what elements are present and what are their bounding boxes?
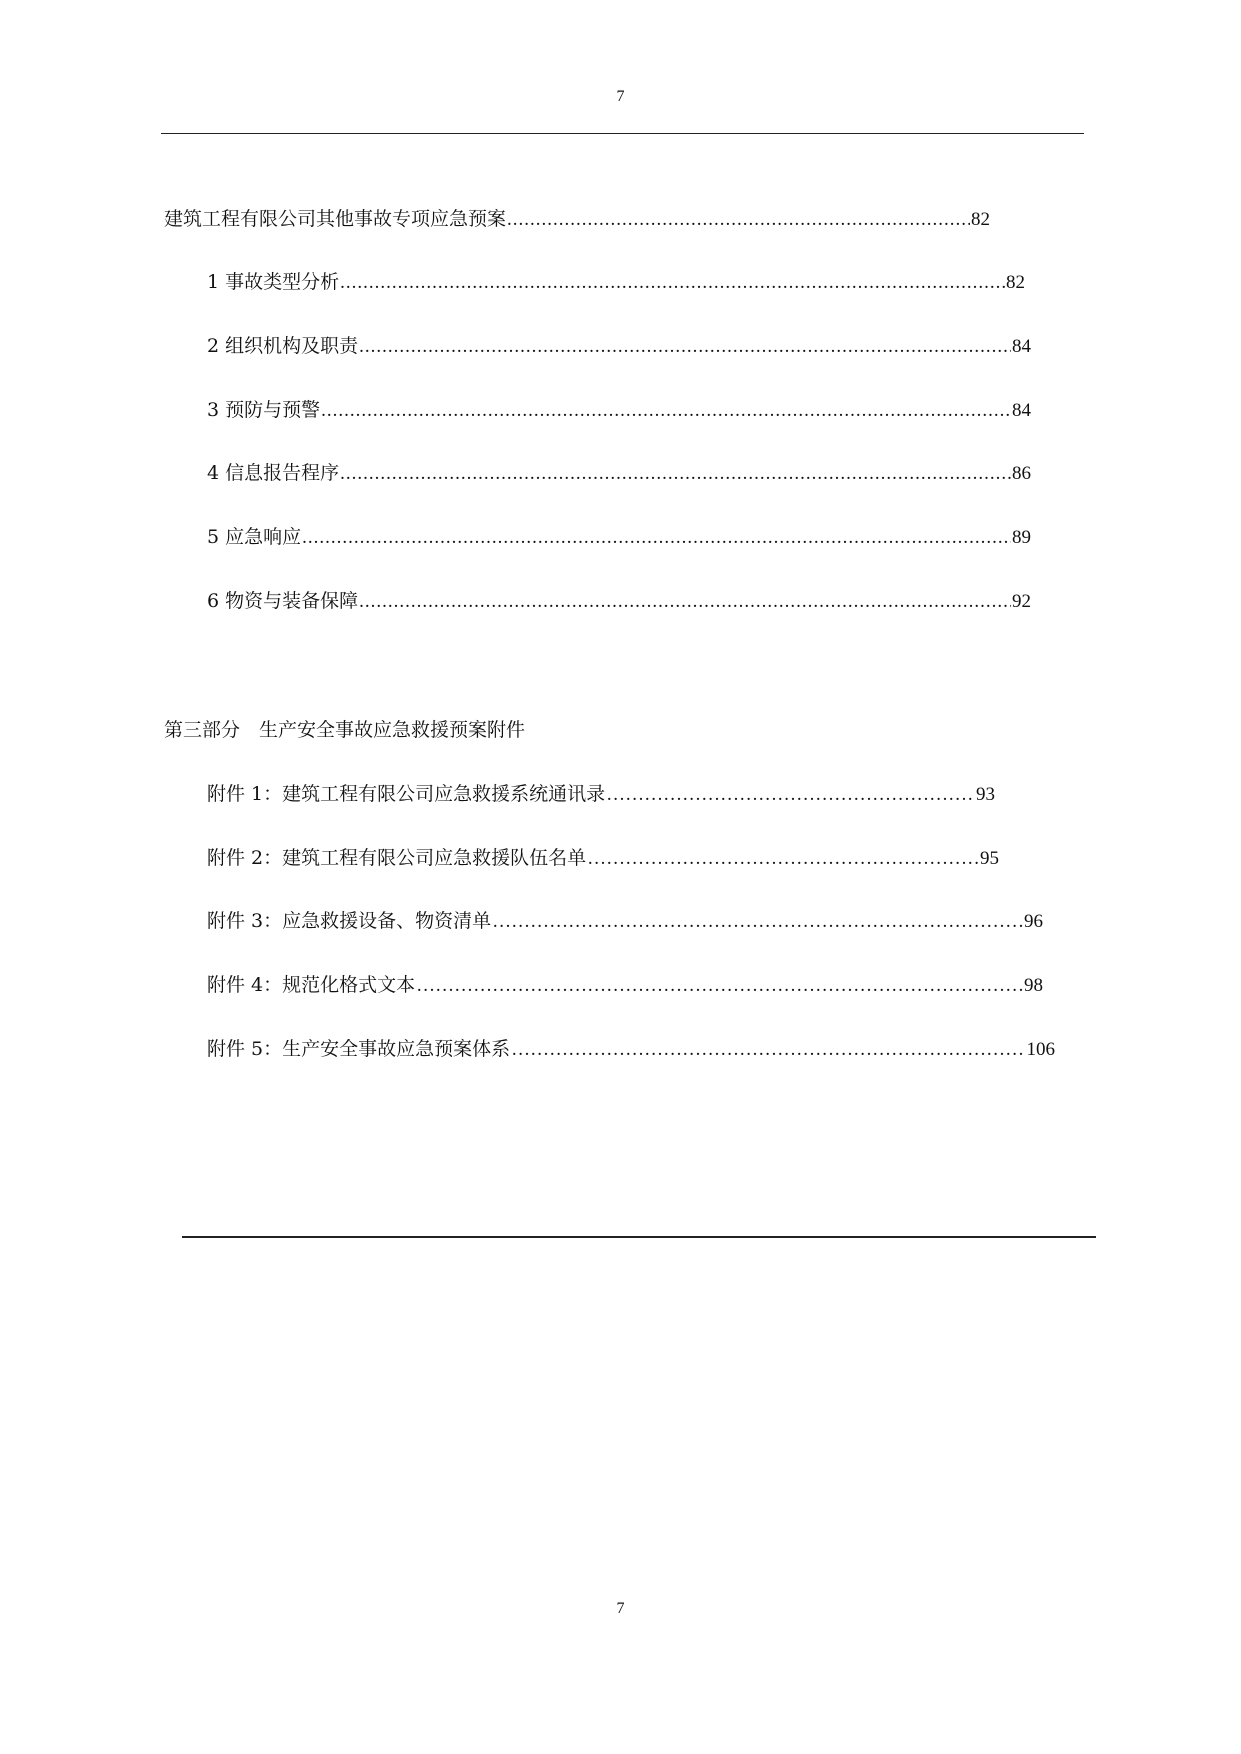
toc-entry-label: 3 预防与预警 [207,399,321,421]
section-heading-part-three: 第三部分 生产安全事故应急救援预案附件 [164,719,526,741]
toc-entry-page: 82 [971,209,990,230]
toc-leader-dots [340,271,1005,295]
toc-leader-dots [359,335,1011,359]
toc-entry-sub-1[interactable] [207,270,1025,295]
footer-rule [182,1236,1096,1238]
toc-entry-page: 92 [1012,591,1031,612]
toc-attachment-4[interactable] [207,973,1043,998]
toc-entry-page: 95 [980,848,999,869]
toc-attachment-2[interactable] [207,846,999,871]
toc-entry-sub-3[interactable] [207,398,1031,423]
toc-entry-label: 附件 1：建筑工程有限公司应急救援系统通讯录 [207,783,606,805]
toc-entry-page: 89 [1012,527,1031,548]
toc-entry-page: 84 [1012,400,1031,421]
toc-entry-page: 106 [1026,1039,1055,1060]
toc-leader-dots [492,910,1023,934]
toc-leader-dots [359,590,1011,614]
toc-entry-label: 附件 4：规范化格式文本 [207,974,416,996]
toc-entry-sub-4[interactable] [207,461,1031,486]
toc-entry-page: 82 [1006,272,1025,293]
toc-leader-dots [507,208,970,232]
toc-entry-sub-6[interactable] [207,589,1031,614]
toc-entry-label: 4 信息报告程序 [207,462,340,484]
toc-entry-main[interactable] [164,207,990,232]
toc-entry-page: 84 [1012,336,1031,357]
toc-attachment-1[interactable] [207,782,995,807]
page-number-top: 7 [616,88,625,105]
toc-entry-page: 86 [1012,463,1031,484]
toc-entry-page: 98 [1024,975,1043,996]
toc-entry-label: 建筑工程有限公司其他事故专项应急预案 [164,208,507,230]
toc-leader-dots [321,399,1011,423]
toc-entry-label: 附件 5：生产安全事故应急预案体系 [207,1038,511,1060]
toc-entry-sub-2[interactable] [207,334,1031,359]
header-rule [161,133,1084,134]
toc-leader-dots [606,783,975,807]
toc-attachment-3[interactable] [207,909,1043,934]
toc-entry-sub-5[interactable] [207,525,1031,550]
toc-leader-dots [302,526,1011,550]
toc-leader-dots [587,847,979,871]
toc-attachment-5[interactable] [207,1037,1055,1062]
toc-leader-dots [416,974,1023,998]
toc-entry-label: 附件 2：建筑工程有限公司应急救援队伍名单 [207,847,587,869]
toc-entry-page: 96 [1024,911,1043,932]
toc-entry-label: 6 物资与装备保障 [207,590,359,612]
toc-entry-label: 2 组织机构及职责 [207,335,359,357]
page-number-bottom: 7 [616,1600,625,1617]
toc-leader-dots [340,462,1011,486]
toc-entry-label: 1 事故类型分析 [207,271,340,293]
toc-entry-page: 93 [976,784,995,805]
toc-entry-label: 5 应急响应 [207,526,302,548]
toc-leader-dots [511,1038,1025,1062]
toc-entry-label: 附件 3：应急救援设备、物资清单 [207,910,492,932]
